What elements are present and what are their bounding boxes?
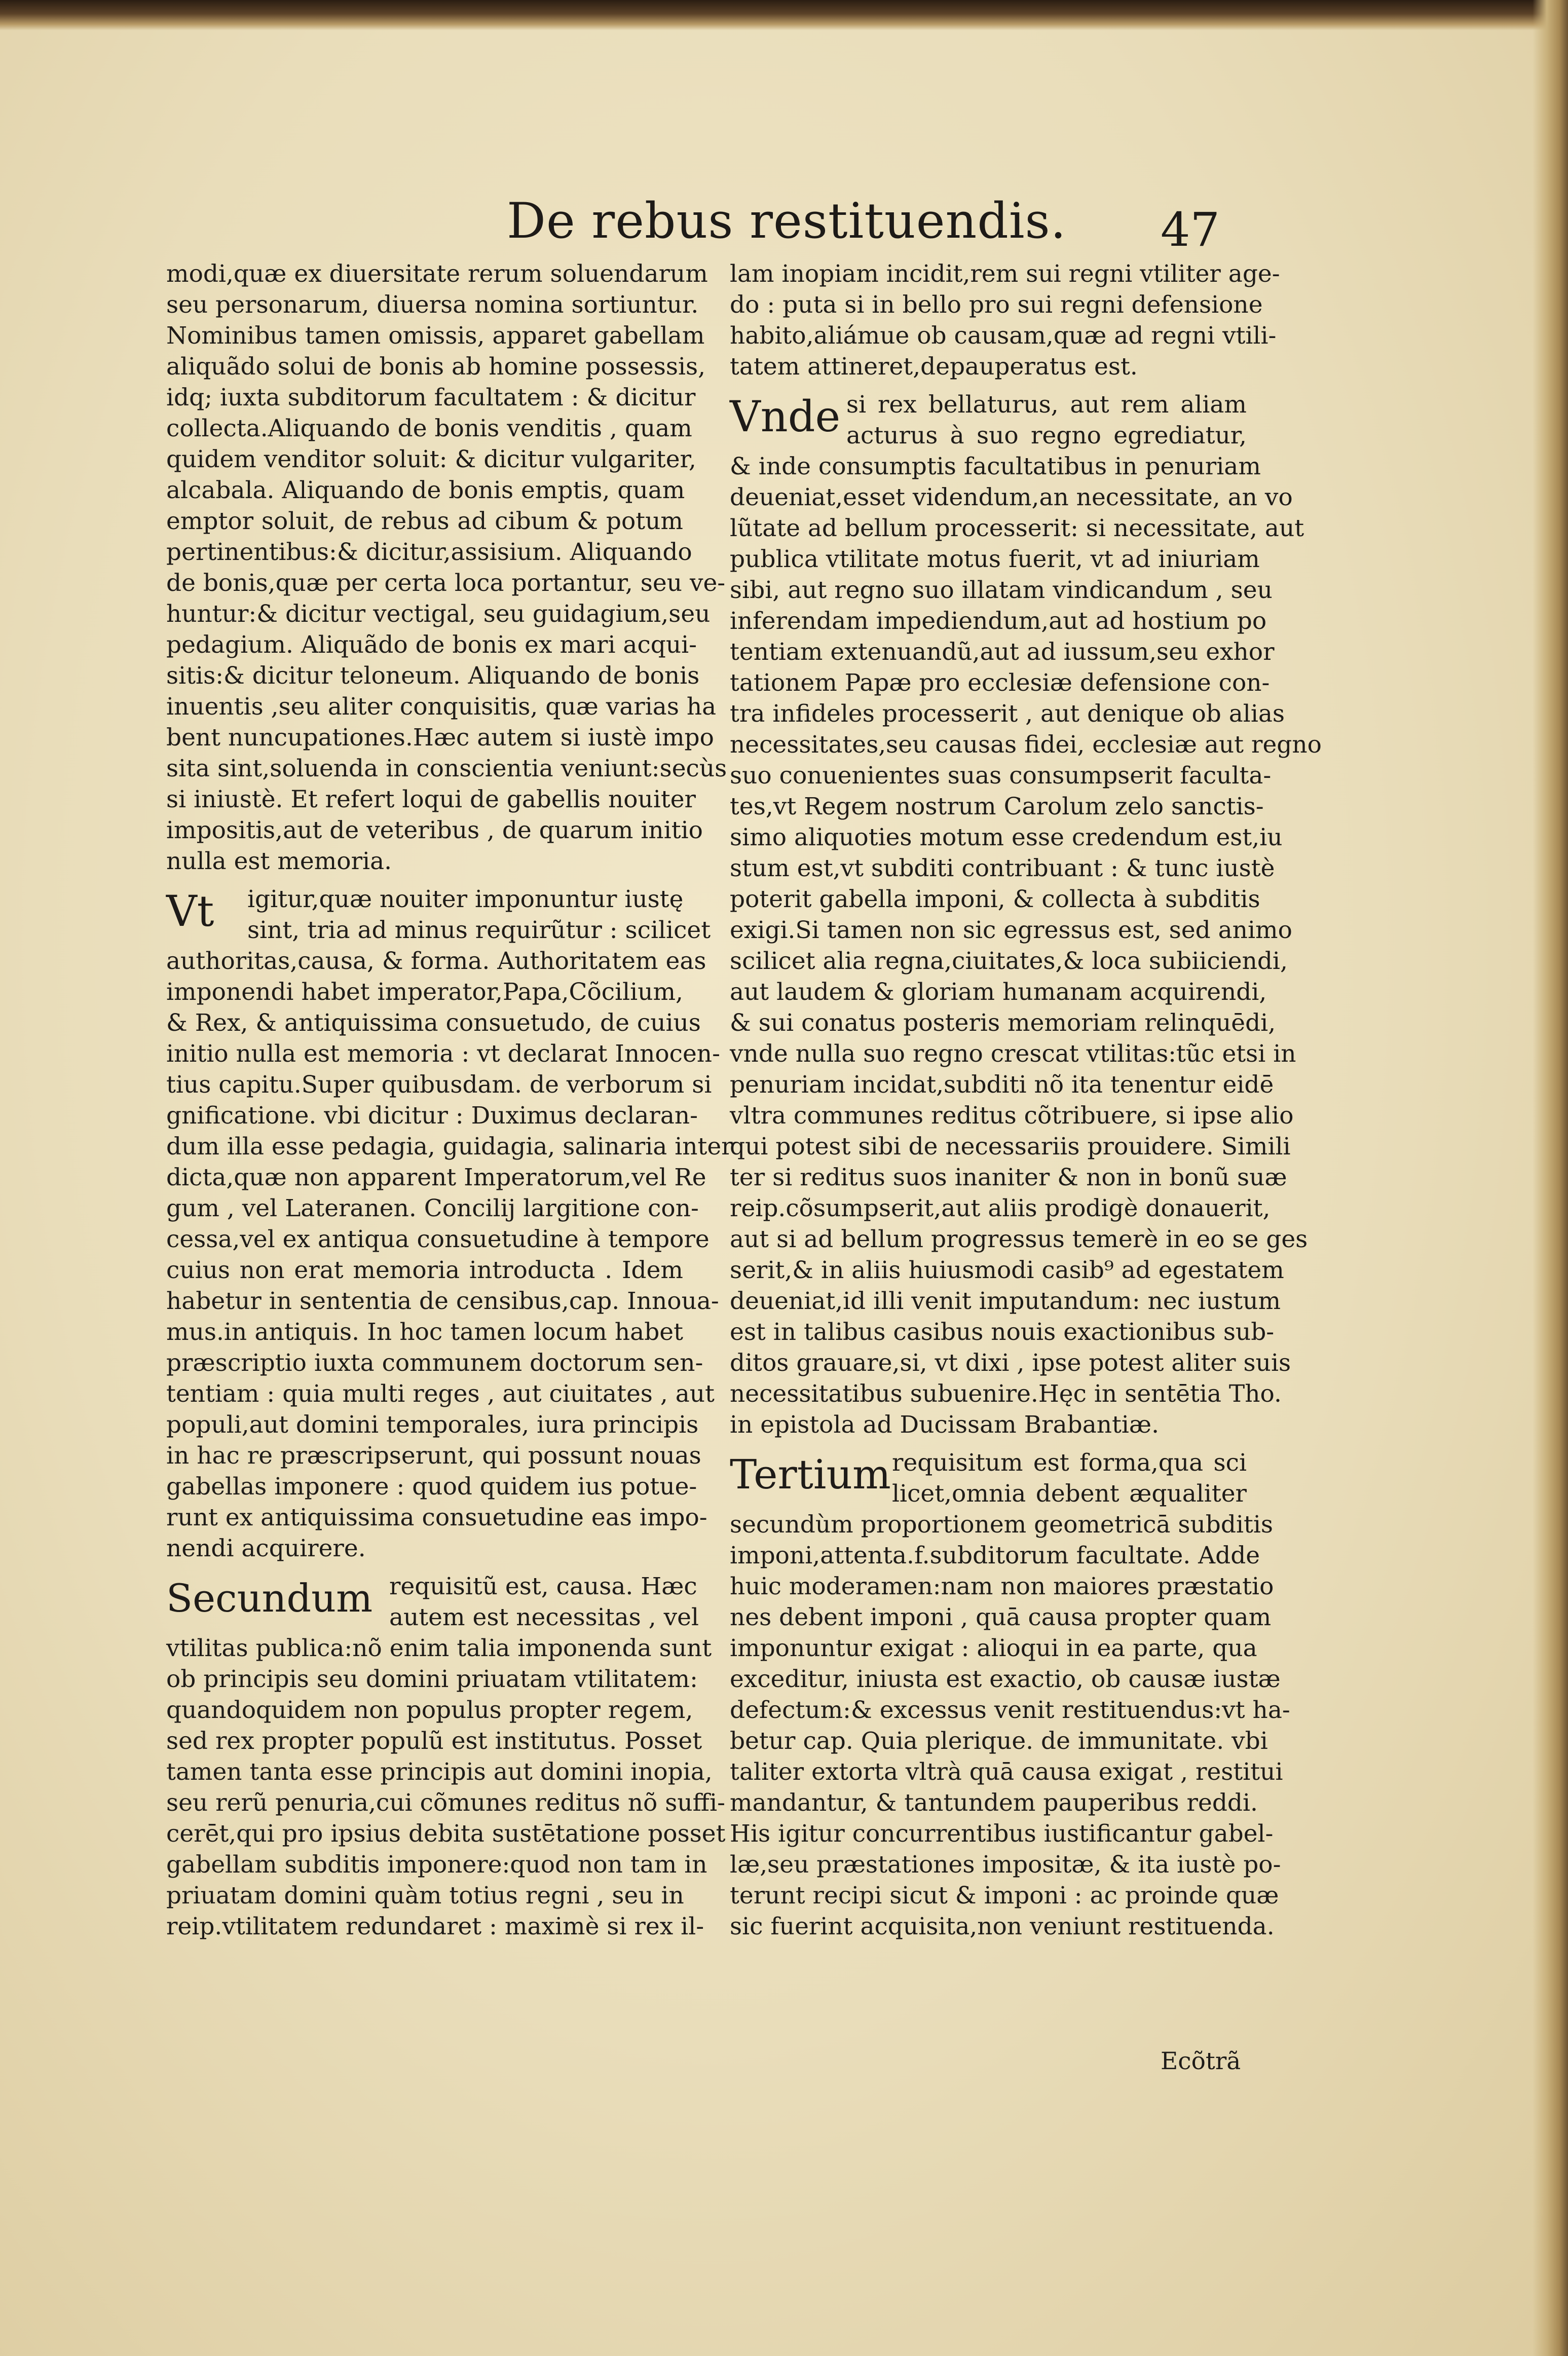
text-line: imponuntur exigat : alioqui in ea parte, qua: [730, 1634, 1257, 1662]
text-line: penuriam incidat,subditi nõ ita tenentur eidē: [730, 1071, 1274, 1099]
text-line: poterit gabella imponi, & collecta à subditis: [730, 885, 1260, 913]
text-line: inuentis ,seu aliter conquisitis, quæ varias ha: [166, 693, 717, 721]
text-line: si iniustè. Et refert loqui de gabellis nouiter: [166, 786, 696, 813]
text-line: habito,aliámue ob causam,quæ ad regni vtili-: [730, 322, 1277, 350]
catchword: Ecõtrã: [1161, 2047, 1241, 2075]
text-line: bent nuncupationes.Hæc autem si iustè impo: [166, 724, 714, 752]
text-line: authoritas,causa, & forma. Authoritatem eas: [166, 947, 706, 975]
page-right-edge: [1533, 0, 1568, 2356]
text-line: huntur:& dicitur vectigal, seu guidagium,seu: [166, 600, 711, 628]
text-line: dicta,quæ non apparent Imperatorum,vel Re: [166, 1164, 706, 1191]
text-line: vtilitas publica:nõ enim talia imponenda sunt: [166, 1634, 712, 1662]
text-line: cuius non erat memoria introducta . Idem: [166, 1256, 683, 1284]
text-line: tes,vt Regem nostrum Carolum zelo sanctis-: [730, 793, 1264, 820]
text-line: suo conuenientes suas consumpserit faculta-: [730, 762, 1272, 790]
text-line: alcabala. Aliquando de bonis emptis, quam: [166, 476, 685, 504]
text-line: imponi,attenta.f.subditorum facultate. Adde: [730, 1542, 1260, 1569]
text-line: requisitum est forma,qua sci: [892, 1449, 1247, 1477]
text-line: reip.vtilitatem redundaret : maximè si rex il-: [166, 1913, 704, 1940]
text-line: priuatam domini quàm totius regni , seu in: [166, 1882, 684, 1910]
page-top-shadow: [0, 0, 1568, 30]
text-line: vltra communes reditus cõtribuere, si ipse alio: [730, 1102, 1294, 1130]
drop-cap-block: [166, 1571, 699, 1633]
text-line: serit,& in aliis huiusmodi casib⁹ ad egestatem: [730, 1256, 1284, 1284]
text-line: deueniat,esset videndum,an necessitate, an vo: [730, 483, 1293, 511]
paragraph: [166, 946, 733, 1564]
text-line: exigi.Si tamen non sic egressus est, sed animo: [730, 916, 1292, 944]
text-line: secundùm proportionem geometricā subditis: [730, 1511, 1274, 1539]
text-line: vnde nulla suo regno crescat vtilitas:tũc etsi in: [730, 1040, 1296, 1068]
drop-cap: Tertium: [730, 1451, 891, 1498]
text-line: in epistola ad Ducissam Brabantiæ.: [730, 1411, 1160, 1439]
text-line: pedagium. Aliquãdo de bonis ex mari acqui-: [166, 631, 697, 659]
text-line: deueniat,id illi venit imputandum: nec iustum: [730, 1287, 1281, 1315]
text-line: seu rerũ penuria,cui cõmunes reditus nõ suffi-: [166, 1789, 725, 1817]
text-line: tius capitu.Super quibusdam. de verborum si: [166, 1071, 712, 1099]
text-line: runt ex antiquissima consuetudine eas impo-: [166, 1504, 707, 1531]
text-line: ter si reditus suos inaniter & non in bonũ suæ: [730, 1164, 1287, 1191]
text-line: taliter extorta vltrà quā causa exigat , restitui: [730, 1758, 1283, 1786]
text-line: habetur in sententia de censibus,cap. Innoua-: [166, 1287, 719, 1315]
text-line: huic moderamen:nam non maiores præstatio: [730, 1573, 1274, 1600]
text-line: lam inopiam incidit,rem sui regni vtiliter age-: [730, 260, 1280, 288]
drop-cap: Vt: [166, 886, 214, 936]
text-line: acturus à suo regno egrediatur,: [846, 422, 1247, 450]
text-line: simo aliquoties motum esse credendum est,iu: [730, 824, 1283, 851]
text-line: nendi acquirere.: [166, 1535, 366, 1562]
text-line: emptor soluit, de rebus ad cibum & potum: [166, 507, 683, 535]
text-line: quandoquidem non populus propter regem,: [166, 1696, 693, 1724]
text-line: tentiam : quia multi reges , aut ciuitates , aut: [166, 1380, 715, 1408]
paragraph: [730, 1509, 1290, 1942]
text-line: idq; iuxta subditorum facultatem : & dicitur: [166, 384, 696, 412]
text-line: aut laudem & gloriam humanam acquirendi,: [730, 978, 1267, 1006]
text-line: ob principis seu domini priuatam vtilitatem:: [166, 1665, 698, 1693]
running-header: De rebus restituendis.: [507, 193, 1067, 249]
text-line: læ,seu præstationes impositæ, & ita iustè po-: [730, 1851, 1281, 1879]
page-number: 47: [1161, 203, 1220, 257]
drop-cap: Vnde: [730, 392, 841, 441]
text-line: tra infideles processerit , aut denique ob alias: [730, 700, 1285, 728]
text-line: est in talibus casibus nouis exactionibus sub-: [730, 1318, 1275, 1346]
text-line: sed rex propter populũ est institutus. Posset: [166, 1727, 702, 1755]
text-line: & Rex, & antiquissima consuetudo, de cuius: [166, 1009, 701, 1037]
text-line: impositis,aut de veteribus , de quarum initio: [166, 816, 703, 844]
text-line: modi,quæ ex diuersitate rerum soluendarum: [166, 260, 708, 288]
drop-cap: Secundum: [166, 1576, 373, 1621]
drop-cap-lines: [892, 1447, 1247, 1509]
text-line: de bonis,quæ per certa loca portantur, seu ve-: [166, 569, 726, 597]
text-line: Nominibus tamen omissis, apparet gabellam: [166, 322, 705, 350]
text-line: pertinentibus:& dicitur,assisium. Aliquando: [166, 538, 692, 566]
text-line: betur cap. Quia plerique. de immunitate. vbi: [730, 1727, 1268, 1755]
text-line: sint, tria ad minus requirũtur : scilicet: [247, 916, 711, 944]
text-line: si rex bellaturus, aut rem aliam: [846, 391, 1247, 419]
text-line: tatem attineret,depauperatus est.: [730, 353, 1138, 381]
text-line: lũtate ad bellum processerit: si necessitate, aut: [730, 514, 1304, 542]
text-line: & sui conatus posteris memoriam relinquēdi,: [730, 1009, 1276, 1037]
text-line: mandantur, & tantundem pauperibus reddi.: [730, 1789, 1258, 1817]
paragraph: [166, 258, 727, 877]
text-line: aliquãdo solui de bonis ab homine possessis,: [166, 353, 706, 381]
drop-cap-block: [730, 389, 1247, 451]
text-line: publica vtilitate motus fuerit, vt ad iniuriam: [730, 545, 1260, 573]
text-line: necessitatibus subuenire.Hęc in sentētia Tho.: [730, 1380, 1282, 1408]
text-line: gabellam subditis imponere:quod non tam in: [166, 1851, 707, 1879]
text-line: licet,omnia debent æqualiter: [892, 1480, 1247, 1508]
text-line: exceditur, iniusta est exactio, ob causæ iustæ: [730, 1665, 1281, 1693]
text-line: autem est necessitas , vel: [389, 1603, 699, 1631]
text-line: requisitũ est, causa. Hæc: [389, 1573, 697, 1600]
text-line: tationem Papæ pro ecclesiæ defensione con-: [730, 669, 1270, 697]
text-line: dum illa esse pedagia, guidagia, salinaria inter: [166, 1133, 733, 1161]
text-line: necessitates,seu causas fidei, ecclesiæ aut regno: [730, 731, 1322, 759]
text-line: populi,aut domini temporales, iura principis: [166, 1411, 699, 1439]
text-line: inferendam impediendum,aut ad hostium po: [730, 607, 1267, 635]
text-line: igitur,quæ nouiter imponuntur iustę: [247, 885, 684, 913]
text-line: cessa,vel ex antiqua consuetudine à tempore: [166, 1225, 710, 1253]
right-column: [730, 258, 1322, 1942]
text-line: & inde consumptis facultatibus in penuriam: [730, 453, 1261, 480]
text-line: qui potest sibi de necessariis prouidere. Simili: [730, 1133, 1291, 1161]
text-line: seu personarum, diuersa nomina sortiuntur.: [166, 291, 699, 319]
text-line: terunt recipi sicut & imponi : ac proinde quæ: [730, 1882, 1279, 1910]
paragraph: [730, 258, 1280, 382]
paragraph: [730, 451, 1322, 1440]
text-line: mus.in antiquis. In hoc tamen locum habet: [166, 1318, 683, 1346]
text-line: tentiam extenuandũ,aut ad iussum,seu exhor: [730, 638, 1275, 666]
drop-cap-lines: [247, 884, 711, 946]
drop-cap-lines: [389, 1571, 699, 1633]
text-line: nulla est memoria.: [166, 847, 392, 875]
text-line: gabellas imponere : quod quidem ius potue-: [166, 1473, 697, 1501]
text-line: imponendi habet imperator,Papa,Cõcilium,: [166, 978, 683, 1006]
text-line: præscriptio iuxta communem doctorum sen-: [166, 1349, 703, 1377]
text-line: gnificatione. vbi dicitur : Duximus declaran-: [166, 1102, 698, 1130]
text-line: defectum:& excessus venit restituendus:vt ha-: [730, 1696, 1290, 1724]
drop-cap-block: [166, 884, 711, 946]
text-line: nes debent imponi , quā causa propter quam: [730, 1603, 1272, 1631]
text-line: cerēt,qui pro ipsius debita sustētatione posset: [166, 1820, 726, 1848]
paragraph: [166, 1633, 726, 1942]
text-line: sita sint,soluenda in conscientia veniunt:secùs: [166, 755, 727, 782]
text-line: sic fuerint acquisita,non veniunt restituenda.: [730, 1913, 1275, 1940]
text-line: His igitur concurrentibus iustificantur gabel-: [730, 1820, 1274, 1848]
text-line: tamen tanta esse principis aut domini inopia,: [166, 1758, 713, 1786]
text-line: aut si ad bellum progressus temerè in eo se ges: [730, 1225, 1308, 1253]
text-line: quidem venditor soluit: & dicitur vulgariter,: [166, 445, 696, 473]
text-line: ditos grauare,si, vt dixi , ipse potest aliter suis: [730, 1349, 1291, 1377]
text-line: sibi, aut regno suo illatam vindicandum , seu: [730, 576, 1273, 604]
text-line: sitis:& dicitur teloneum. Aliquando de bonis: [166, 662, 700, 690]
drop-cap-lines: [846, 389, 1247, 451]
text-line: gum , vel Lateranen. Concilij largitione con-: [166, 1194, 699, 1222]
text-line: reip.cõsumpserit,aut aliis prodigè donauerit,: [730, 1194, 1271, 1222]
text-line: do : puta si in bello pro sui regni defensione: [730, 291, 1263, 319]
text-line: initio nulla est memoria : vt declarat Innocen-: [166, 1040, 720, 1068]
text-line: collecta.Aliquando de bonis venditis , quam: [166, 415, 692, 442]
text-line: in hac re præscripserunt, qui possunt nouas: [166, 1442, 701, 1470]
text-line: scilicet alia regna,ciuitates,& loca subiiciendi,: [730, 947, 1288, 975]
drop-cap-block: [730, 1447, 1247, 1509]
text-line: stum est,vt subditi contribuant : & tunc iustè: [730, 854, 1275, 882]
left-column: [166, 258, 733, 1942]
